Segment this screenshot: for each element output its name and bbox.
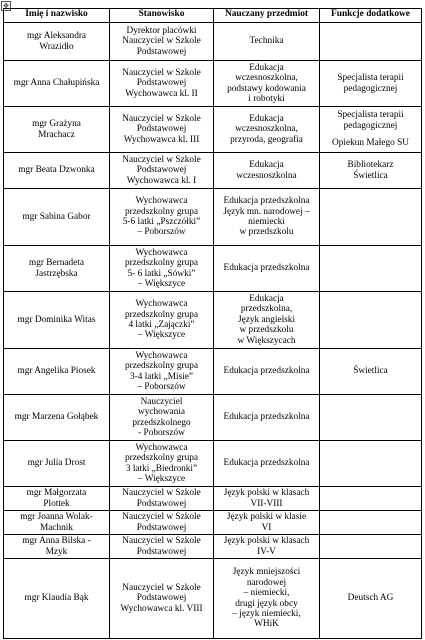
cell-line: Podstawowej xyxy=(136,165,187,176)
cell-line: pedagogicznej xyxy=(343,83,398,94)
cell-line: mgr Angelika Piosek xyxy=(17,366,96,377)
cell-extra-functions xyxy=(320,61,422,107)
cell-line: Wychowawca xyxy=(135,299,188,310)
cell-line: przyroda, geografia xyxy=(230,134,303,145)
cell-line: Wychowawca xyxy=(135,350,188,361)
cell-line: Edukacja przedszkolna xyxy=(223,196,310,207)
table-move-handle-icon[interactable]: ✥ xyxy=(1,1,11,11)
cell-name xyxy=(4,441,110,487)
cell-line: narodowej xyxy=(246,577,287,588)
cell-line: Machnik xyxy=(39,522,74,533)
cell-line: Język mn. narodowej – xyxy=(223,206,310,217)
cell-line: Wychowawca kl. III xyxy=(123,134,200,145)
table-row xyxy=(4,395,422,441)
cell-line: - Poborszów xyxy=(138,427,185,438)
cell-subject xyxy=(214,23,320,61)
cell-name xyxy=(4,189,110,246)
cell-name xyxy=(4,535,110,559)
cell-line xyxy=(322,131,419,138)
table-row xyxy=(4,246,422,292)
cell-extra-functions xyxy=(320,292,422,349)
table-row xyxy=(4,153,422,189)
table-row xyxy=(4,61,422,107)
cell-line: Podstawowej xyxy=(136,593,187,604)
cell-line: mgr Marzena Gołąbek xyxy=(14,412,99,423)
cell-line: Edukacja xyxy=(249,160,284,171)
cell-line: wychowania xyxy=(138,407,185,418)
cell-position xyxy=(110,23,214,61)
header-subject: Nauczany przedmiot xyxy=(214,9,320,23)
cell-line: 5-6 latki „Pszczółki” xyxy=(122,217,201,227)
cell-line: mgr Anna Chałupińska xyxy=(13,78,100,89)
cell-line: Deutsch AG xyxy=(347,593,394,604)
cell-extra-functions xyxy=(320,107,422,153)
cell-line: mgr Grażyna xyxy=(32,119,81,130)
cell-position xyxy=(110,559,214,639)
cell-line: WHiK xyxy=(254,619,279,630)
cell-subject xyxy=(214,511,320,535)
cell-extra-functions xyxy=(320,395,422,441)
cell-position xyxy=(110,292,214,349)
cell-line: Podstawowej xyxy=(136,498,187,509)
cell-line: mgr Anna Bilska - xyxy=(22,536,91,547)
cell-line: IV-V xyxy=(257,546,276,557)
cell-line: wczesnoszkolna, xyxy=(235,73,298,84)
table-row xyxy=(4,535,422,559)
cell-line: przedszkolny grupa xyxy=(124,309,199,320)
cell-name xyxy=(4,487,110,511)
cell-line: Technika xyxy=(249,36,284,47)
cell-line: Edukacja przedszkolna xyxy=(223,458,310,469)
cell-name xyxy=(4,292,110,349)
cell-position xyxy=(110,349,214,395)
cell-line: przedszkolna, xyxy=(240,304,293,315)
cell-extra-functions xyxy=(320,246,422,292)
cell-position xyxy=(110,511,214,535)
header-position: Stanowisko xyxy=(110,9,214,23)
cell-line: przedszkolny grupa xyxy=(124,258,199,269)
cell-line: drugi język obcy xyxy=(235,598,298,609)
cell-name xyxy=(4,61,110,107)
cell-line: VII-VIII xyxy=(250,498,283,509)
cell-extra-functions xyxy=(320,189,422,246)
cell-line: Specjalista terapii xyxy=(337,73,404,84)
cell-line: przedszkolnego xyxy=(132,417,191,428)
cell-position xyxy=(110,153,214,189)
cell-subject xyxy=(214,153,320,189)
cell-subject xyxy=(214,559,320,639)
cell-line: 3 latki „Biedronki” xyxy=(125,463,198,474)
cell-subject xyxy=(214,395,320,441)
table-row xyxy=(4,441,422,487)
cell-line: – Większyce xyxy=(137,330,186,341)
cell-line: – Poborszów xyxy=(137,227,186,238)
cell-line: – Poborszów xyxy=(137,381,186,392)
cell-line: przedszkolny grupa xyxy=(124,361,199,372)
cell-line: Mzyk xyxy=(45,546,68,557)
cell-name xyxy=(4,349,110,395)
cell-line: Nauczyciel w Szkole xyxy=(122,113,201,124)
table-row xyxy=(4,487,422,511)
cell-line: przedszkolny grupa xyxy=(124,453,199,464)
cell-subject xyxy=(214,61,320,107)
cell-line: przedszkolny grupa xyxy=(124,206,199,217)
cell-subject xyxy=(214,349,320,395)
table-row xyxy=(4,292,422,349)
cell-line: Podstawowej xyxy=(136,546,187,557)
cell-line: Nauczyciel xyxy=(140,396,183,407)
cell-line: Wychowawca kl. I xyxy=(126,175,197,186)
cell-line: 5- 6 latki „Sówki” xyxy=(127,268,196,279)
cell-line: mgr Klaudia Bąk xyxy=(24,593,89,604)
cell-line: Edukacja xyxy=(249,113,284,124)
cell-line: 4 latki „Zajączki” xyxy=(128,320,195,330)
cell-subject xyxy=(214,189,320,246)
cell-line: i robotyki xyxy=(248,93,285,104)
cell-subject xyxy=(214,535,320,559)
cell-line: Bibliotekarz xyxy=(347,160,394,171)
table-row xyxy=(4,107,422,153)
cell-position xyxy=(110,535,214,559)
cell-line: Edukacja xyxy=(249,293,284,304)
cell-extra-functions xyxy=(320,487,422,511)
cell-line: Podstawowej xyxy=(136,522,187,533)
cell-line: niemiecki xyxy=(248,217,285,227)
cell-line: mgr Beata Dzwonka xyxy=(18,165,95,176)
cell-line: wczesnoszkolna xyxy=(236,170,297,181)
cell-extra-functions xyxy=(320,349,422,395)
table-row xyxy=(4,189,422,246)
cell-line: Edukacja xyxy=(249,62,284,73)
cell-line: Wychowawca xyxy=(135,247,188,258)
cell-line: pedagogicznej xyxy=(343,120,398,131)
cell-position xyxy=(110,189,214,246)
cell-line: Świetlica xyxy=(353,170,388,181)
cell-line: mgr Aleksandra xyxy=(26,31,87,42)
table-row xyxy=(4,23,422,61)
cell-line: Wychowawca xyxy=(135,196,188,207)
cell-line: Nauczyciel w Szkole xyxy=(122,536,201,547)
cell-line: wczesnoszkolna, xyxy=(235,124,298,135)
cell-line: Język polski w klasie xyxy=(226,512,307,523)
cell-name xyxy=(4,395,110,441)
cell-line: VI xyxy=(261,522,272,533)
cell-line: Mrachacz xyxy=(38,129,75,140)
cell-line: w przedszkolu xyxy=(239,325,294,336)
cell-line: Dyrektor placówki xyxy=(126,25,197,36)
cell-line: 3-4 latki „Misie” xyxy=(130,371,193,382)
cell-line: mgr Małgorzata xyxy=(26,488,87,499)
table-row xyxy=(4,559,422,639)
cell-line: Język polski w klasach xyxy=(223,488,310,499)
cell-name xyxy=(4,153,110,189)
cell-line: Wrazidło xyxy=(39,41,74,52)
cell-line: Świetlica xyxy=(353,366,388,377)
cell-line: w Większycach xyxy=(237,335,296,346)
cell-line: Nauczyciel w Szkole xyxy=(122,67,201,78)
cell-position xyxy=(110,487,214,511)
cell-line: Wychowawca xyxy=(135,442,188,453)
cell-line: Język polski w klasach xyxy=(223,536,310,547)
cell-line: podstawy kodowania xyxy=(227,83,306,94)
cell-line: Nauczyciel w Szkole xyxy=(122,512,201,523)
cell-subject xyxy=(214,487,320,511)
cell-line: Podstawowej xyxy=(136,46,187,57)
cell-line: mgr Julia Drost xyxy=(27,458,86,469)
cell-position xyxy=(110,246,214,292)
cell-line: – język niemiecki, xyxy=(232,608,301,619)
cell-line: mgr Joanna Wolak- xyxy=(20,512,93,523)
cell-line: mgr Bernadeta xyxy=(29,258,84,269)
cell-line: Podstawowej xyxy=(136,78,187,89)
header-name: Imię i nazwisko xyxy=(4,9,110,23)
cell-line: Specjalista terapii xyxy=(337,110,404,121)
cell-name xyxy=(4,23,110,61)
cell-line: Edukacja przedszkolna xyxy=(223,263,310,274)
cell-line: Nauczyciel w Szkole xyxy=(122,154,201,165)
cell-position xyxy=(110,107,214,153)
cell-line: Nauczyciel w Szkole xyxy=(122,582,201,593)
cell-extra-functions xyxy=(320,511,422,535)
cell-line: Podstawowej xyxy=(136,124,187,135)
cell-extra-functions xyxy=(320,441,422,487)
cell-extra-functions xyxy=(320,153,422,189)
cell-line: – Większyce xyxy=(137,473,186,484)
cell-position xyxy=(110,61,214,107)
cell-line: – niemiecki, xyxy=(243,588,290,599)
staff-table xyxy=(3,8,422,639)
cell-extra-functions xyxy=(320,559,422,639)
cell-name xyxy=(4,559,110,639)
cell-line: Język angielski xyxy=(237,314,296,325)
cell-line: mgr Sabina Gabor xyxy=(22,211,91,222)
cell-position xyxy=(110,441,214,487)
table-row xyxy=(4,349,422,395)
cell-line: Edukacja przedszkolna xyxy=(223,366,310,377)
cell-position xyxy=(110,395,214,441)
cell-subject xyxy=(214,292,320,349)
cell-subject xyxy=(214,441,320,487)
cell-line: Wychowawca kl. II xyxy=(125,88,198,99)
cell-extra-functions xyxy=(320,535,422,559)
cell-line: w przedszkolu xyxy=(239,227,294,238)
cell-subject xyxy=(214,246,320,292)
cell-line: Jastrzębska xyxy=(35,268,78,279)
cell-extra-functions xyxy=(320,23,422,61)
cell-name xyxy=(4,107,110,153)
cell-name xyxy=(4,246,110,292)
table-header-row xyxy=(4,9,422,23)
cell-line: Nauczyciel w Szkole xyxy=(122,488,201,499)
cell-line: Edukacja przedszkolna xyxy=(223,412,310,423)
cell-line: Plottek xyxy=(43,498,70,509)
cell-line: Nauczyciel w Szkole xyxy=(122,36,201,47)
cell-line: mgr Dominika Witas xyxy=(17,314,96,325)
cell-line: Wychowawca kl. VIII xyxy=(120,603,203,614)
cell-line: Opiekun Małego SU xyxy=(332,138,409,149)
table-row xyxy=(4,511,422,535)
cell-line: Język mniejszości xyxy=(232,567,301,578)
cell-line: – Większyce xyxy=(137,278,186,289)
header-extra-functions: Funkcje dodatkowe xyxy=(320,9,422,23)
cell-subject xyxy=(214,107,320,153)
cell-name xyxy=(4,511,110,535)
